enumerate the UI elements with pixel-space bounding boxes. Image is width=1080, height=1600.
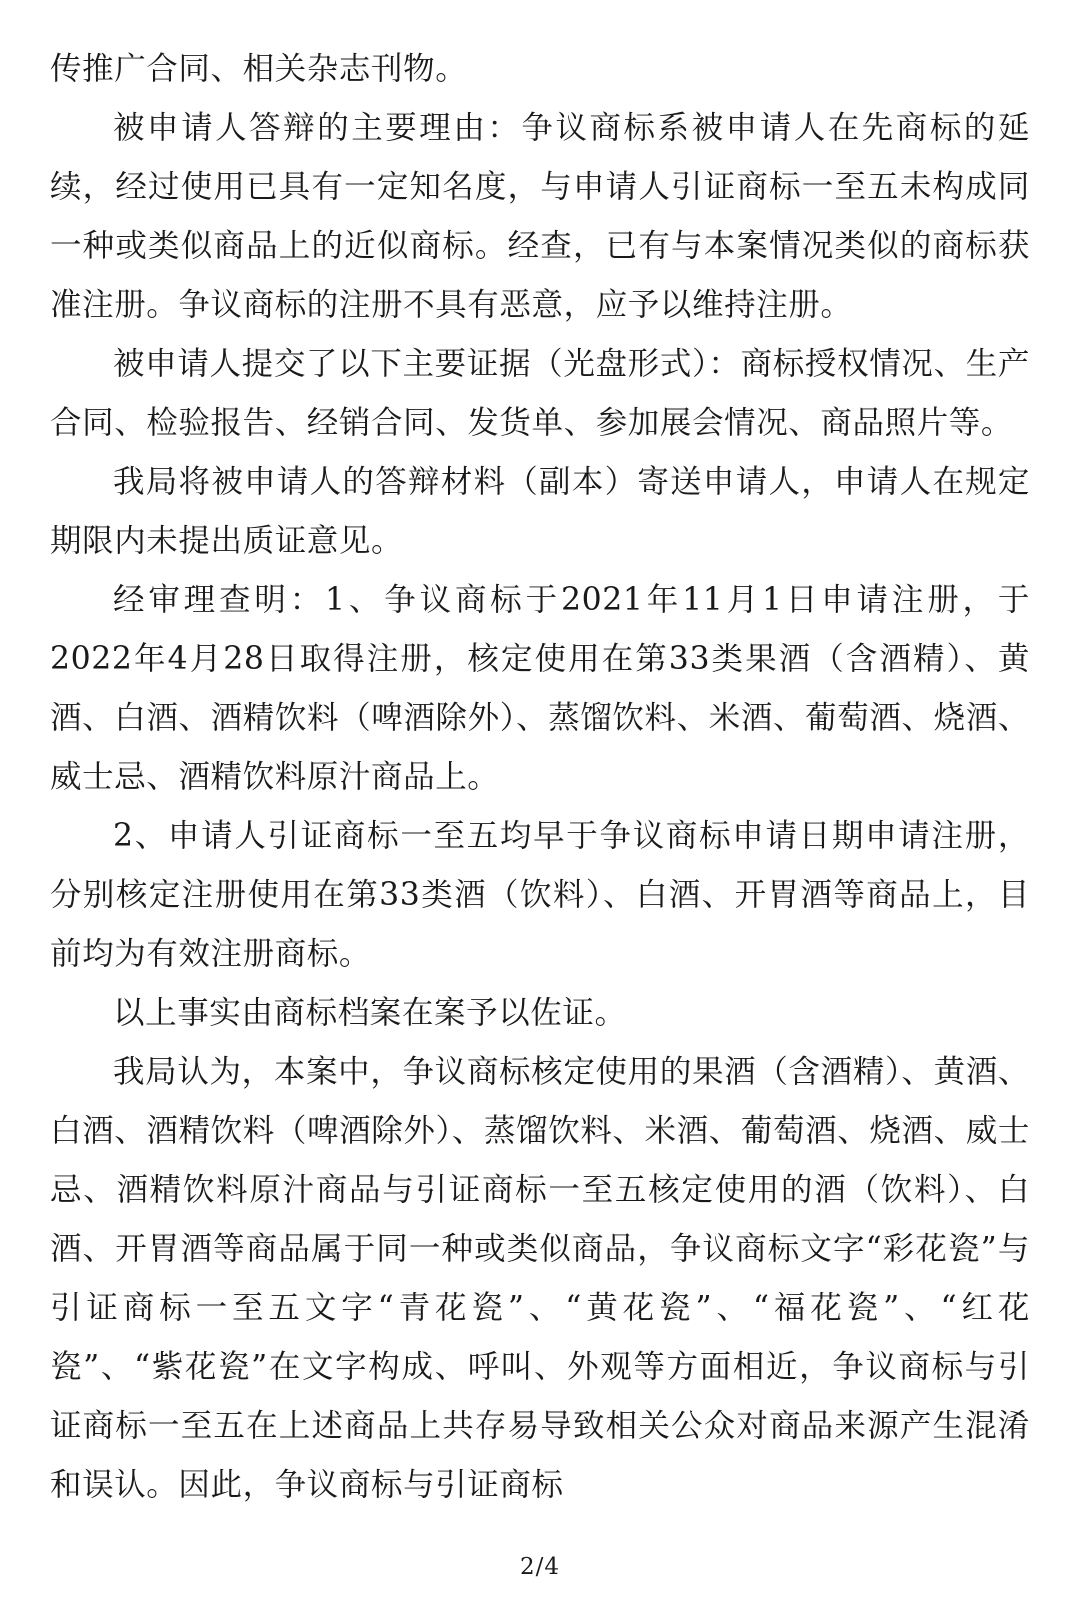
paragraph-respondent-reasons: 被申请人答辩的主要理由：争议商标系被申请人在先商标的延续，经过使用已具有一定知名度，与申请人引证商标一至五未构成同一种或类似商品上的近似商标。经查，已有与本案情况类似的商标获准注册。争议商标的注册不具有恶意，应予以维持注册。 bbox=[50, 110, 1030, 323]
paragraph-findings-2: 2、申请人引证商标一至五均早于争议商标申请日期申请注册，分别核定注册使用在第33类酒（饮料）、白酒、开胃酒等商品上，目前均为有效注册商标。 bbox=[50, 818, 1030, 972]
paragraph-facts-evidence: 以上事实由商标档案在案予以佐证。 bbox=[113, 995, 627, 1031]
paragraph-materials-sent: 我局将被申请人的答辩材料（副本）寄送申请人，申请人在规定期限内未提出质证意见。 bbox=[50, 464, 1030, 559]
paragraph-respondent-evidence: 被申请人提交了以下主要证据（光盘形式）：商标授权情况、生产合同、检验报告、经销合同、发货单、参加展会情况、商品照片等。 bbox=[50, 346, 1030, 441]
paragraph-findings-1: 经审理查明：1、争议商标于2021年11月1日申请注册，于2022年4月28日取得注册，核定使用在第33类果酒（含酒精）、黄酒、白酒、酒精饮料（啤酒除外）、蒸馏饮料、米酒、葡萄酒、烧酒、威士忌、酒精饮料原汁商品上。 bbox=[50, 582, 1030, 795]
paragraph-bureau-opinion: 我局认为，本案中，争议商标核定使用的果酒（含酒精）、黄酒、白酒、酒精饮料（啤酒除外）、蒸馏饮料、米酒、葡萄酒、烧酒、威士忌、酒精饮料原汁商品与引证商标一至五核定使用的酒（饮料）、白酒、开胃酒等商品属于同一种或类似商品，争议商标文字“彩花瓷”与引证商标一至五文字“青花瓷”、“黄花瓷”、“福花瓷”、“红花瓷”、“紫花瓷”在文字构成、呼叫、外观等方面相近，争议商标与引证商标一至五在上述商品上共存易导致相关公众对商品来源产生混淆和误认。因此，争议商标与引证商标 bbox=[50, 1054, 1030, 1503]
page-number: 2/4 bbox=[519, 1554, 560, 1580]
document-body bbox=[50, 40, 1030, 1515]
paragraph-continuation: 传推广合同、相关杂志刊物。 bbox=[50, 51, 468, 87]
